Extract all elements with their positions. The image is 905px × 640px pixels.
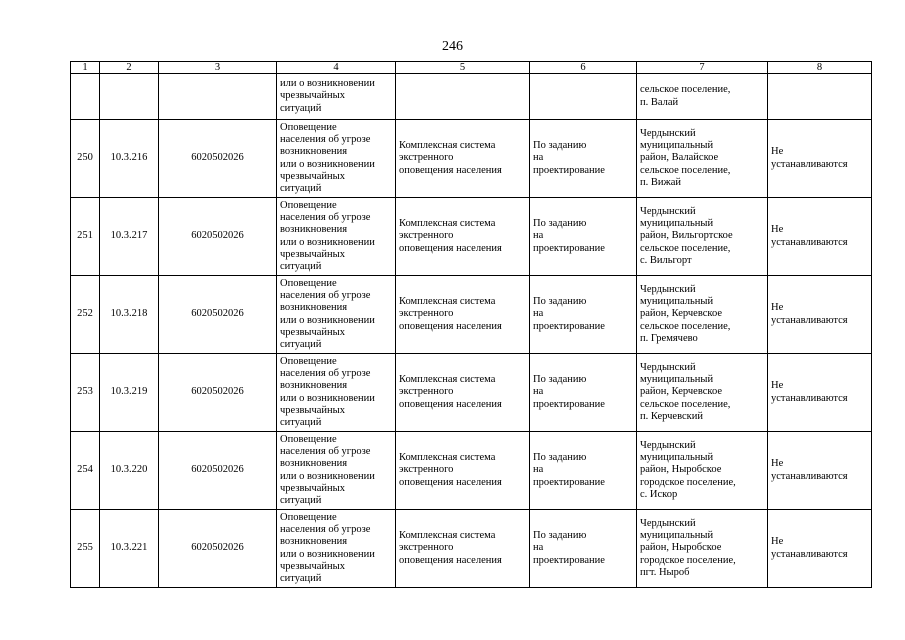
- object-system: Комплексная система экстренного оповещения населения: [399, 218, 502, 254]
- empty-cell: [530, 74, 637, 120]
- object-location: сельское поселение, п. Валай: [640, 84, 731, 108]
- row-index: 10.3.221: [100, 510, 159, 588]
- empty-cell: [100, 74, 159, 120]
- row-number: 252: [71, 276, 100, 354]
- object-zones: Не устанавливаются: [771, 302, 848, 326]
- table-row: [71, 276, 872, 354]
- row-code: 6020502026: [159, 276, 277, 354]
- table-row: [71, 432, 872, 510]
- table-row: [71, 120, 872, 198]
- empty-cell: [396, 74, 530, 120]
- object-name: Оповещение населения об угрозе возникновения или о возникновении чрезвычайных ситуаций: [280, 355, 375, 428]
- row-index: 10.3.219: [100, 354, 159, 432]
- object-location: Чердынский муниципальный район, Ныробское городское поселение, пгт. Ныроб: [640, 517, 736, 578]
- object-location: Чердынский муниципальный район, Валайское сельское поселение, п. Вижай: [640, 127, 731, 188]
- object-system: Комплексная система экстренного оповещения населения: [399, 140, 502, 176]
- column-header: 3: [159, 62, 277, 74]
- column-header: 2: [100, 62, 159, 74]
- object-name: Оповещение населения об угрозе возникновения или о возникновении чрезвычайных ситуаций: [280, 121, 375, 194]
- column-header: 5: [396, 62, 530, 74]
- object-system: Комплексная система экстренного оповещения населения: [399, 452, 502, 488]
- object-system: Комплексная система экстренного оповещения населения: [399, 530, 502, 566]
- object-system: Комплексная система экстренного оповещения населения: [399, 296, 502, 332]
- object-name: Оповещение населения об угрозе возникновения или о возникновении чрезвычайных ситуаций: [280, 199, 375, 272]
- row-code: 6020502026: [159, 120, 277, 198]
- object-name: Оповещение населения об угрозе возникновения или о возникновении чрезвычайных ситуаций: [280, 277, 375, 350]
- empty-cell: [71, 74, 100, 120]
- row-number: 253: [71, 354, 100, 432]
- object-basis: По заданию на проектирование: [533, 452, 605, 488]
- row-code: 6020502026: [159, 198, 277, 276]
- table-row: [71, 198, 872, 276]
- object-zones: Не устанавливаются: [771, 224, 848, 248]
- object-basis: По заданию на проектирование: [533, 218, 605, 254]
- object-basis: По заданию на проектирование: [533, 374, 605, 410]
- object-zones: Не устанавливаются: [771, 536, 848, 560]
- column-header: 6: [530, 62, 637, 74]
- empty-cell: [159, 74, 277, 120]
- page-number: 246: [442, 39, 463, 54]
- object-basis: По заданию на проектирование: [533, 140, 605, 176]
- row-code: 6020502026: [159, 510, 277, 588]
- object-location: Чердынский муниципальный район, Вильгортское сельское поселение, с. Вильгорт: [640, 205, 733, 266]
- row-code: 6020502026: [159, 354, 277, 432]
- column-header: 1: [71, 62, 100, 74]
- object-zones: Не устанавливаются: [771, 380, 848, 404]
- row-number: 255: [71, 510, 100, 588]
- object-zones: Не устанавливаются: [771, 146, 848, 170]
- column-header: 7: [637, 62, 768, 74]
- object-basis: По заданию на проектирование: [533, 296, 605, 332]
- row-number: 250: [71, 120, 100, 198]
- row-number: 254: [71, 432, 100, 510]
- row-number: 251: [71, 198, 100, 276]
- object-name: Оповещение населения об угрозе возникновения или о возникновении чрезвычайных ситуаций: [280, 511, 375, 584]
- object-name: Оповещение населения об угрозе возникновения или о возникновении чрезвычайных ситуаций: [280, 433, 375, 506]
- row-code: 6020502026: [159, 432, 277, 510]
- table-row: [71, 510, 872, 588]
- objects-table: [70, 61, 872, 588]
- object-location: Чердынский муниципальный район, Ныробское городское поселение, с. Искор: [640, 439, 736, 500]
- object-zones: Не устанавливаются: [771, 458, 848, 482]
- object-location: Чердынский муниципальный район, Керчевское сельское поселение, п. Гремячево: [640, 283, 731, 344]
- row-index: 10.3.216: [100, 120, 159, 198]
- row-index: 10.3.217: [100, 198, 159, 276]
- object-name: или о возникновении чрезвычайных ситуаций: [280, 78, 375, 114]
- row-index: 10.3.220: [100, 432, 159, 510]
- table-row: [71, 354, 872, 432]
- object-location: Чердынский муниципальный район, Керчевское сельское поселение, п. Керчевский: [640, 361, 731, 422]
- row-index: 10.3.218: [100, 276, 159, 354]
- column-number-row: [71, 62, 872, 74]
- continuation-row: [71, 74, 872, 120]
- object-basis: По заданию на проектирование: [533, 530, 605, 566]
- object-system: Комплексная система экстренного оповещения населения: [399, 374, 502, 410]
- empty-cell: [768, 74, 872, 120]
- column-header: 8: [768, 62, 872, 74]
- column-header: 4: [277, 62, 396, 74]
